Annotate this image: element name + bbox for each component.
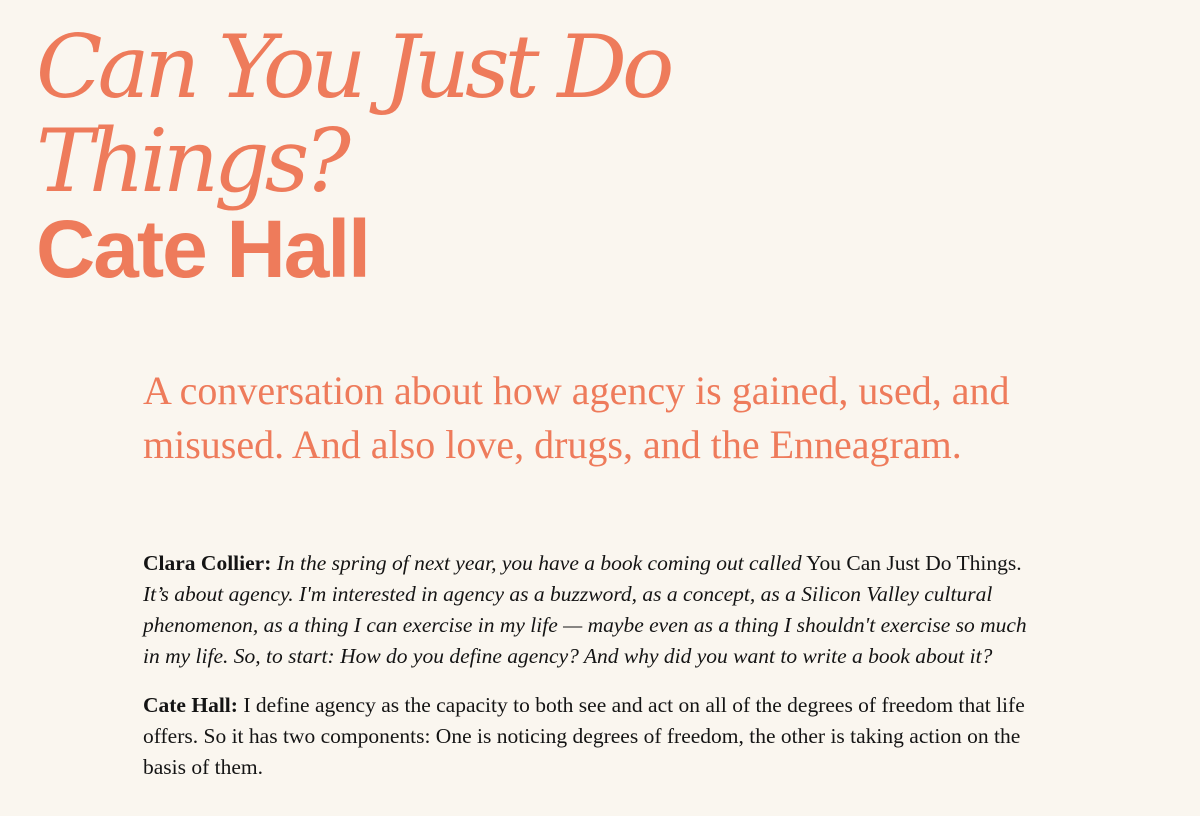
article-author: Cate Hall (36, 204, 369, 295)
interview-answer (143, 690, 1043, 783)
speaker-label: Cate Hall: (143, 693, 238, 717)
article-title: Can You Just Do Things? (36, 16, 670, 212)
interview-question (143, 548, 1043, 672)
article-dek: A conversation about how agency is gained, used, and misused. And also love, drugs, and the Enneagram. (143, 368, 1010, 467)
interview-body (143, 548, 1043, 801)
book-title: You Can Just Do Things. (806, 551, 1022, 575)
speaker-label: Clara Collier: (143, 551, 272, 575)
question-text-continued: It’s about agency. I'm interested in agency as a buzzword, as a concept, as a Silicon Valley cultural phenomenon, as a thing I can exercise in my life — maybe even as a thing I shouldn't exercise so much in my life. So, to start: How do you define agency? And why did you want to write a book about it? (143, 582, 1027, 668)
answer-text: I define agency as the capacity to both see and act on all of the degrees of freedom that life offers. So it has two components: One is noticing degrees of freedom, the other is taking action on the basis of them. (143, 693, 1025, 779)
article-header (36, 16, 1136, 296)
question-text: In the spring of next year, you have a book coming out called (276, 551, 802, 575)
